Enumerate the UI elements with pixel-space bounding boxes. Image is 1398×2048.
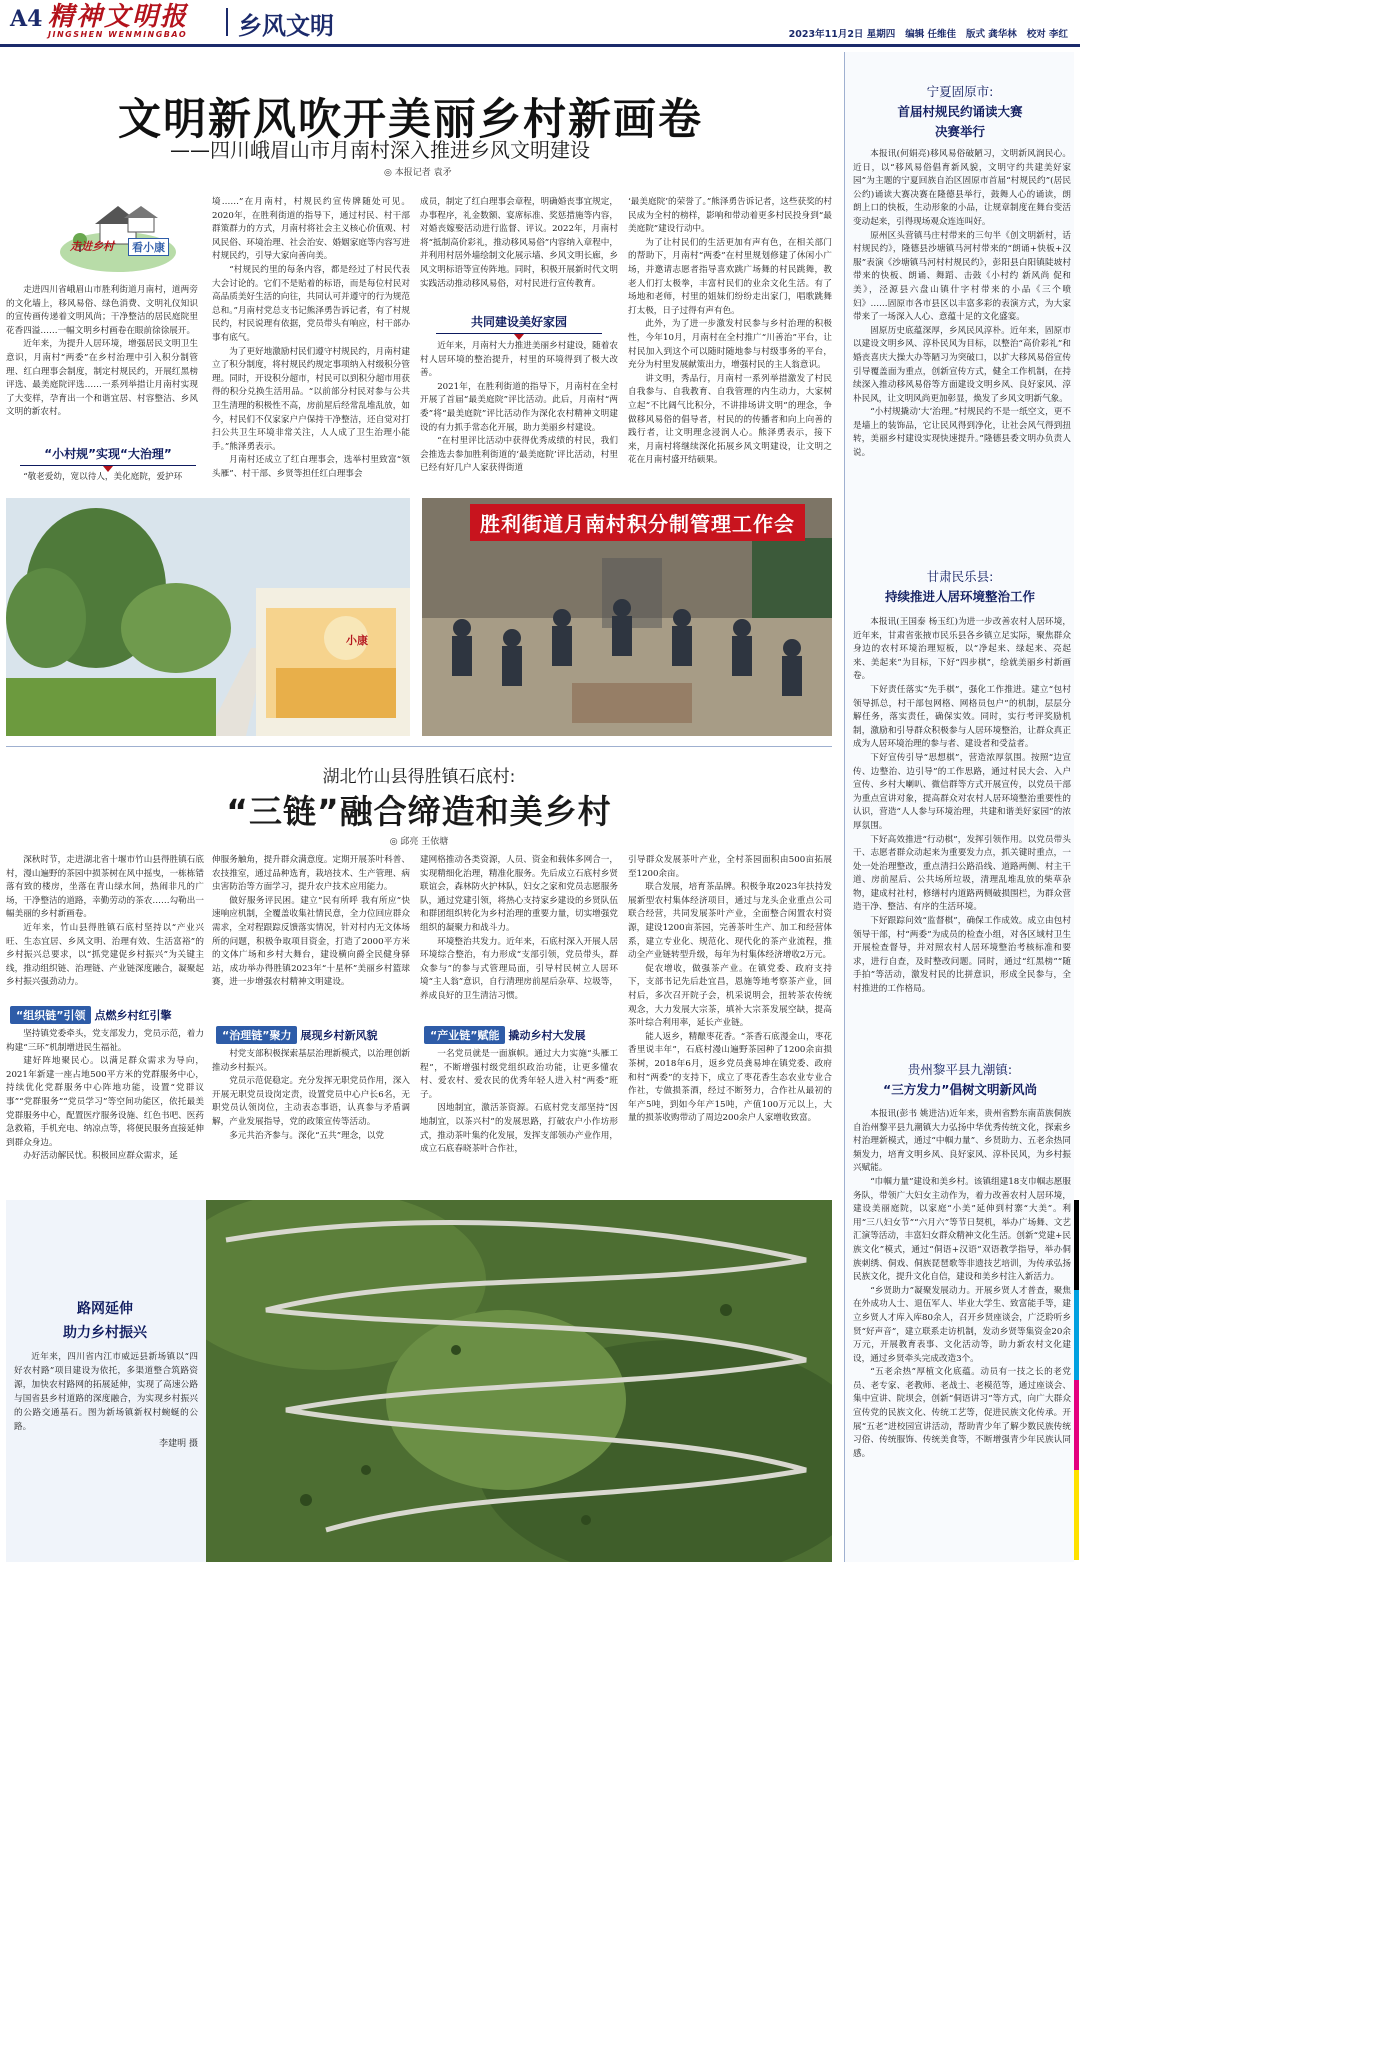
wall-label: 小康 <box>346 634 368 647</box>
main2-column-4 <box>628 854 832 1192</box>
paragraph: 走进四川省峨眉山市胜利街道月南村，道两旁的文化墙上，移风易俗、绿色消费、文明礼仪知识的宣传画传递着文明风尚；干净整洁的居民庭院里花香四溢……一幅文明乡村画卷在眼前徐徐展开。 <box>6 285 198 336</box>
sidebar-3-kicker: 贵州黎平县九潮镇: <box>907 1062 1013 1077</box>
paragraph: 下好高效推进“行动棋”，发挥引领作用。以党员带头干、志愿者群众动起来为重要发力点，抓关键时重点，一处一处治理整改，重点清扫公路沿线、道路两侧、村主干道、房前屋后、公共场所垃圾，清理乱堆乱放的柴草杂物，建成村社村，修缮村内道路两侧破损围栏，为群众营造干净、整洁、有序的生活环境。 <box>853 834 1071 913</box>
photo-meeting <box>422 498 832 736</box>
layout-credit: 版式 龚华林 <box>965 29 1017 40</box>
paragraph: 伸服务触角，提升群众满意度。定期开展茶叶科普、农技推室，通过品种选育，栽培技术、生产管理、病虫害防治等方面学习，提升农户技术应用能力。 <box>212 855 410 893</box>
photo-feature-caption <box>14 1350 198 1560</box>
headline-main: 文明新风吹开美丽乡村新画卷 <box>118 95 703 145</box>
paragraph: 党员示范促稳定。充分发挥无职党员作用，深入开展无职党员设岗定责，设置党员中心户长6名，无职党员认领岗位，主动表态事语，认真参与矛盾调解，产业发展指导，党的政策宣传等活动。 <box>212 1076 410 1127</box>
subhead-industry-chain: “产业链”赋能 撬动乡村大发展 <box>424 1026 585 1044</box>
subhead-organization-chain: “组织链”引领 点燃乡村红引擎 <box>10 1006 171 1024</box>
main1-column-3b <box>420 340 618 488</box>
meeting-banner: 胜利街道月南村积分制管理工作会 <box>470 504 805 541</box>
paragraph: 做好服务评民困。建立“民有所呼 我有所应”快速响应机制，全覆盖收集社情民意，全力位回应群众需求，全对程跟踪反馈落实情况，针对村内无文体场所的问题，积极争取项目资金，打造了2000平方米的文体广场和乡村大舞台，建设横向爵全民健身驿站，成功举办得胜镇2023年“十星杯”美丽乡村篮球赛，进一步增强农村精神文明建设。 <box>212 895 410 988</box>
caption-text: 近年来，四川省内江市威远县新场镇以“四好农村路”项目建设为依托，多渠道整合筑路资源，加快农村路网的拓展延伸，实现了高速公路与国省县乡村道路的深度融合，为实现乡村振兴的公路交通基石。图为新场镇新权村蜿蜒的公路。 <box>14 1352 198 1432</box>
main2-column-2b <box>212 1048 410 1192</box>
logo-text: 精神文明报 <box>48 2 189 32</box>
paragraph: “五老余热”厚植文化底蕴。动员有一技之长的老党员、老专家、老教师、老战士、老模范等，通过座谈会、集中宣讲、院坝会，创新“侗语讲习”等方式，向广大群众宣传党的民族文化、传统工艺等，促进民族文化传承。开展“五老”进校园宣讲活动，帮助青少年了解少数民族传统习俗、传统服饰、传统美食等，不断增强青少年民族认同感。 <box>853 1367 1071 1459</box>
paragraph: 近年来，竹山县得胜镇石底村坚持以“产业兴旺、生态宜居、乡风文明、治理有效、生活富裕”的乡村振兴总要求，以“抓党建促乡村振兴”为关键主线，推动组织链、治理链、产业链深度融合，凝聚起乡村振兴强劲动力。 <box>6 922 204 988</box>
main1-column-2 <box>212 196 410 488</box>
paragraph: 固原历史底蕴深厚，乡风民风淳朴。近年来，固原市以建设文明乡风、淳朴民风为目标，以整治“高价彩礼”和婚丧喜庆大操大办等陋习为突破口，以扩大移风易俗宣传引导覆盖面为重点，创新宣传方式，健全工作机制，在持续深入推动移风易俗等方面建设文明乡风、良好家风、淳朴民风，让文明风尚更加彰显，焕发了乡风文明新气象。 <box>853 325 1071 404</box>
paragraph: “小村规撬动‘大’治理。”村规民约不是一纸空文，更不是墙上的装饰品，它让民风得到净化，让社会风气得到扭转，美丽乡村建设实现快速提升。”隆德县委文明办负责人说。 <box>853 407 1071 459</box>
paragraph: 环境整治共发力。近年来，石底村深入开展人居环境综合整治，有力形成“支部引领，党员带头，群众参与”的参与式管理局面，引导村民树立人居环境“主人翁”意识，自行清理房前屋后杂草、垃圾等，养成良好的卫生清洁习惯。 <box>420 936 618 1001</box>
paragraph: 坚持镇党委牵头，党支部发力，党员示范，着力构建“三环”机制增进民生福祉。 <box>6 1029 204 1053</box>
paragraph: 下好跟踪问效“监督棋”，确保工作成效。成立由包村领导干部，村“两委”为成员的检查小组，对各区域村卫生开展检查督导，并对照农村人居环境整治考核标准和要求，进行自查，及时整改问题。同时，通过“红黑榜”“随手拍”等活动，激发村民的比拼意识，形成全民参与，全村推进的工作格局。 <box>853 916 1071 995</box>
paragraph: 因地制宜，激活茶资源。石底村党支部坚持“因地制宜，以茶兴村”的发展思路，打破农户小作坊形式，推动茶叶集约化发展，发挥支部领办产业作用，成立石底春晓茶叶合作社， <box>420 1103 618 1155</box>
paragraph: 一名党员就是一面旗帜。通过大力实施“头雁工程”，不断增强村级党组织政治功能，让更多懂农村、爱农村、爱农民的优秀年轻人进入村“两委”班子。 <box>420 1049 618 1100</box>
main1-column-4 <box>628 196 832 488</box>
paragraph: 本报讯(王国泰 杨玉红)为进一步改善农村人居环境，近年来，甘肃省张掖市民乐县各乡镇立足实际，聚焦群众身边的农村环境治理短板，以“净起来、绿起来、亮起来、美起来”为目标，下好“四步棋”，绘就美丽乡村新画卷。 <box>853 617 1071 682</box>
article2-title: “三链”融合缔造和美乡村 <box>226 792 612 831</box>
badge-text-a: 走进乡村 <box>70 240 114 253</box>
paragraph: 近年来，为提升人居环境，增强居民文明卫生意识，月南村“两委”在乡村治理中引入积分制管理、红白理事会制度，制定村规民约，开展红黑榜评选、最美庭院评选……一系列举措让月南村实现了大变样，孕育出一个和谐宜居、村容整洁、乡风文明的新农村。 <box>6 339 198 418</box>
photo-winding-road <box>206 1200 832 1562</box>
paragraph: 建网格推动各类资源，人员、资金和载体多网合一，实现精细化治理，精准化服务。先后成立石底村乡贤联谊会，森林防火护林队，妇女之家和党员志愿服务队，通过党建引领，将热心支持家乡建设的乡贤队伍和群团组织转化为乡村治理的重要力量，切实增强党组织的凝聚力和战斗力。 <box>420 855 618 933</box>
photo-credit: 李建明 摄 <box>159 1439 198 1449</box>
paragraph: ‘最美庭院’的荣誉了。”熊泽勇告诉记者，这些获奖的村民成为全村的榜样，影响和带动着更多村民投身到“最美庭院”建设行动中。 <box>628 197 832 235</box>
sidebar-2-title <box>845 567 1075 605</box>
sidebar-1-title <box>845 82 1075 140</box>
masthead-rule <box>0 44 1080 47</box>
main2-column-3b <box>420 1048 618 1192</box>
section-title: 乡风文明 <box>238 12 334 40</box>
proof-credit: 校对 李红 <box>1026 29 1068 40</box>
main2-column-1b <box>6 1028 204 1192</box>
paragraph: 此外，为了进一步激发村民参与乡村治理的积极性，今年10月，月南村在全村推广“川善治”平台，让村民加入到这个可以随时随地参与村级事务的平台，充分为村里发展献策出力，增强村民的主人翁意识。 <box>628 319 832 371</box>
paragraph: 村党支部积极探索基层治理新模式，以治理创新推动乡村振兴。 <box>212 1049 410 1073</box>
paragraph: 讲文明，秀品行，月南村一系列举措激发了村民自我参与、自我教育、自我管理的内生动力，大家树立起“不比阔气比积分，不讲排场讲文明”的理念，争做移风易俗的倡导者，村民的的传播者和向上向善的践行者，让文明理念浸润人心。熊泽勇表示，接下来，月南村将继续深化拓展乡风文明建设，让文明之花在月南村盛开结硕果。 <box>628 373 832 466</box>
paragraph: 建好阵地聚民心。以满足群众需求为导向，2021年新建一座占地500平方米的党群服务中心，持续优化党群服务中心阵地功能，设置“党群议事”“党群服务”“党员学习”等空间功能区，依托最美党群服务中心，配置医疗服务设施、红色书吧、医药急救箱，手机充电、纳凉点等，将便民服务直接延伸到群众身边。 <box>6 1056 204 1148</box>
main2-column-2 <box>212 854 410 1002</box>
paragraph: 促农增收，做强茶产业。在镇党委、政府支持下，支部书记先后赴宜昌，恩施等地考察茶产业，回村后，多次召开院子会，机采说明会，扭转茶农传统观念，大力发展大宗茶，填补大宗茶发展空缺，提高茶叶综合利用率，延长产业链。 <box>628 963 832 1029</box>
paragraph: 原州区头营镇马庄村带来的三句半《创文明新村，话村规民约》，隆德县沙塘镇马河村带来的“朗诵+快板+汉服”表演《沙塘镇马河村村规民约》，彭阳县白阳镇陡坡村带来的快板、朗诵、舞蹈、击鼓《小村约 新风尚 促和美》，泾源县六盘山镇什字村带来的小品《三个喷妇》……固原市各市县区以丰富多彩的表演方式，为大家带来了一场深入人心、意蕴十足的文化盛宴。 <box>853 230 1071 323</box>
color-registration-bar <box>1074 1200 1079 1560</box>
paragraph: 近年来，月南村大力推进美丽乡村建设，随着农村人居环境的整治提升，村里的环境得到了极大改善。 <box>420 341 618 379</box>
paragraph: 境……”在月南村，村规民约宣传牌随处可见。2020年，在胜利街道的指导下，通过村民、村干部群策群力的方式，月南村将社会主义核心价值观、村风民俗、环境治理、社会治安、婚姻家庭等内容写进村规民约，引导大家向善向美。 <box>212 197 410 262</box>
paragraph: 下好宣传引导“思想棋”，营造浓厚氛围。按照“边宣传、边整治、边引导”的工作思路，通过村民大会、入户宣传、乡村大喇叭、微信群等方式开展宣传，以党员干部为重点宣讲对象，提高群众对农村人居环境整治重要性的认识，营造“人人参与环境治理，共建和谐美好家园”的浓厚氛围。 <box>853 752 1071 831</box>
paragraph: 下好责任落实“先手棋”，强化工作推进。建立“包村领导抓总，村干部包网格、网格员包户”的机制，层层分解任务，落实责任，确保实效。同时，实行考评奖励机制，激励和引导群众积极参与人居环境整治，让群众真正成为人居环境治理的参与者、建设者和受益者。 <box>853 684 1071 750</box>
paragraph: 联合发展，培育茶品牌。积极争取2023年扶持发展新型农村集体经济项目，通过与龙头企业重点公司联合经营，共同发展茶叶产业，全面整合闲置农村资源，建设1200亩茶园，完善茶叶生产、加工和经营体系，建立专业化、规范化、现代化的茶产业流程，推动全产业链转型升级，每年为村集体经济增收2万元。 <box>628 882 832 961</box>
sidebar-2-headline: 持续推进人居环境整治工作 <box>884 589 1035 604</box>
article2-rule <box>6 746 832 747</box>
paragraph: 本报讯(何娟亮)移风易俗破陋习，文明新风润民心。近日，以“移风易俗倡育新风貌，文明守约共建美好家园”为主题的宁夏回族自治区固原市首届“村规民约”(居民公约)诵读大赛决赛在隆德县举行，鼓舞人心的诵读，朗朗上口的快板，生动形象的小品，让规章制度在舞台变活变动起来，引得现场观众连连叫好。 <box>853 149 1071 227</box>
sidebar-2-kicker: 甘肃民乐县: <box>926 569 994 584</box>
sidebar-1-body <box>853 148 1071 588</box>
masthead-divider <box>226 8 228 36</box>
main2-column-3 <box>420 854 618 1022</box>
paragraph: 本报讯(彭书 姚进洁)近年来，贵州省黔东南苗族侗族自治州黎平县九潮镇大力弘扬中华优秀传统文化，探索乡村治理新模式，通过“中帼力量”、乡贤助力、五老余热同频发力，培育文明乡风、良好家风、淳朴民风，为乡村振兴赋能。 <box>853 1109 1071 1174</box>
article2-byline: ◎ 邱亮 王依塘 <box>389 837 449 847</box>
paragraph: “敬老爱幼，宽以待人，美化庭院，爱护环 <box>23 472 183 482</box>
main1-column-3 <box>420 196 618 310</box>
photo-feature-title-b: 助力乡村振兴 <box>63 1325 147 1341</box>
paragraph: “巾帼力量”建设和美乡村。该镇组建18支巾帼志愿服务队，带领广大妇女主动作为，着力改善农村人居环境，建设美丽庭院，以家庭“小美”延伸到村寨“大美”。利用“三八妇女节”“六月六”等节日契机，举办广场舞、文艺汇演等活动，丰富妇女群众精神文化生活。创新“党建+民族文化”模式，通过“侗语+汉语”双语教学指导，举办侗族刺绣、侗戏、侗族琵琶歌等非遗技艺培训，为传承弘扬民族文化，提升文化自信，建设和美乡村注入新活力。 <box>853 1176 1071 1283</box>
paragraph: 办好活动解民忧。积极回应群众需求，延 <box>23 1151 178 1162</box>
issue-date: 2023年11月2日 星期四 <box>788 29 896 40</box>
paragraph: 引导群众发展茶叶产业，全村茶园面积由500亩拓展至1200余亩。 <box>628 855 832 879</box>
badge-text-b: 看小康 <box>128 238 169 256</box>
winding-road-image <box>206 1200 832 1562</box>
subhead-governance-chain: “治理链”聚力 展现乡村新风貌 <box>216 1026 377 1044</box>
paragraph: “村规民约里的每条内容，都是经过了村民代表大会讨论的。它们不是贴着的标语，而是每位村民对高品质美好生活的向往，共同认可并遵守的行为规范总和。”月南村党总支书记熊泽勇告诉记者，有了村规民约，村民说理有依据，党员带头有响应，村干部办事有底气。 <box>212 264 410 343</box>
sidebar-1-headline: 首届村规民约诵读大赛 <box>897 104 1023 119</box>
sidebar-3-headline: “三方发力”倡树文明新风尚 <box>883 1082 1037 1097</box>
sidebar-3-body <box>853 1108 1071 1558</box>
article2-kicker: 湖北竹山县得胜镇石底村: <box>322 767 516 787</box>
paragraph: 能人返乡，精酿枣花香。“茶香石底漫金山，枣花香里说丰年”，石底村漫山遍野茶园种了1200余亩损茶树，2018年6月，返乡党员龚易坤在镇党委、政府和村“两委”的支持下，成立了枣花香生态农业专业合作社，专做损茶酒，经过不断努力，合作社从最初的年产5吨，到如今年产15吨，产值100万元以上，大量的损茶收购带动了周边200余户人家增收致富。 <box>628 1031 832 1124</box>
byline-main: ◎ 本报记者 袁矛 <box>384 168 452 178</box>
paragraph: 2021年，在胜利街道的指导下，月南村在全村开展了首届“最美庭院”评比活动。此后，月南村“两委”将“最美庭院”评比活动作为深化农村精神文明建设的有力抓手常态化开展，助力美丽乡村建设。 <box>420 381 618 433</box>
sidebar-3-title <box>845 1060 1075 1098</box>
village-road-image <box>6 498 410 736</box>
subhead-small-rules: “小村规”实现“大治理” <box>20 445 196 472</box>
column-badge <box>50 200 180 278</box>
paragraph: 月南村还成立了红白理事会，选举村里致富“领头雁”、村干部、乡贤等担任红白理事会 <box>212 455 410 479</box>
paragraph: 为了让村民们的生活更加有声有色，在相关部门的帮助下，月南村“两委”在村里规划修建了休闲小广场，并邀请志愿者指导喜欢跳广场舞的村民跳舞，教老人们打太极拳，丰富村民们的业余文化生活。有了场地和老师，村里的姐妹们纷纷走出家门，唱歌跳舞打太极，日子过得有声有色。 <box>628 237 832 316</box>
sidebar-1-kicker: 宁夏固原市: <box>926 84 994 99</box>
photo-feature-title-a: 路网延伸 <box>77 1301 133 1317</box>
subhead-build-home: 共同建设美好家园 <box>436 313 602 340</box>
subheadline-main: ——四川峨眉山市月南村深入推进乡风文明建设 <box>170 138 590 162</box>
main1-column-1-tail <box>6 471 198 487</box>
paragraph: 多元共治齐参与。深化“五共”理念，以党 <box>229 1130 385 1141</box>
photo-village-road <box>6 498 410 736</box>
paragraph: 成员，制定了红白理事会章程，明确婚丧事宜规定，办事程序，礼金数额、宴席标准、奖惩措施等内容，对婚丧嫁娶活动进行监督、评议。2022年，月南村将“抵制高价彩礼，推动移风易俗”内容纳入章程中，并利用村居外墙绘制文化展示墙、乡风文明长廊，乡风文明标语等宣传阵地。同时，积极开展新时代文明实践活动推动移风易俗，对村民进行宣传教育。 <box>420 197 618 289</box>
page-number: A4 <box>10 6 43 32</box>
main2-column-1 <box>6 854 204 1002</box>
paragraph: 为了更好地激励村民们遵守村规民约，月南村建立了积分制度，将村规民约规定事项纳入村级积分管理。同时，开设积分超市，村民可以到积分超市用获得的积分兑换生活用品。“以前部分村民对参与公共卫生清理的积极性不高，房前屋后经常乱堆乱放，如今，村民们不仅家家户户保持干净整洁，还自觉对打扫公共卫生环境非常关注，人人成了卫生治理小能手。”熊泽勇表示。 <box>212 346 410 452</box>
masthead-meta <box>789 26 1068 40</box>
sidebar-1-headline-2: 决赛举行 <box>934 124 985 139</box>
logo-pinyin: JINGSHEN WENMINGBAO <box>48 30 188 39</box>
paragraph: 深秋时节，走进湖北省十堰市竹山县得胜镇石底村，漫山遍野的茶园中损茶树在风中摇曳，一栋栋错落有致的楼房，坐落在青山绿水间，热闹非凡的广场，干净整洁的道路，幸勤劳动的茶农……勾勒出一幅美丽的乡村新画卷。 <box>6 855 204 920</box>
masthead <box>0 0 1080 48</box>
paragraph: “在村里评比活动中获得优秀成绩的村民，我们会推选去参加胜利街道的‘最美庭院’评比活动，村里已经有好几户人家获得街道 <box>420 436 618 474</box>
paragraph: “乡贤助力”凝聚发展动力。开展乡贤人才普查，聚焦在外成功人士、退伍军人、毕业大学生、致富能手等，建立乡贤人才库入库80余人，召开乡贤座谈会，广泛聆听乡贤“好声音”，建立联系走访机制，发动乡贤等集资金20余万元，开展教育表事、文化活动等，助力新农村文化建设，通过乡贤牵头完成改造3个。 <box>853 1285 1071 1364</box>
sidebar <box>844 52 1074 1562</box>
masthead-logo <box>48 2 218 42</box>
editor-credit: 编辑 任维佳 <box>905 29 956 40</box>
photo-feature-title <box>20 1298 190 1342</box>
